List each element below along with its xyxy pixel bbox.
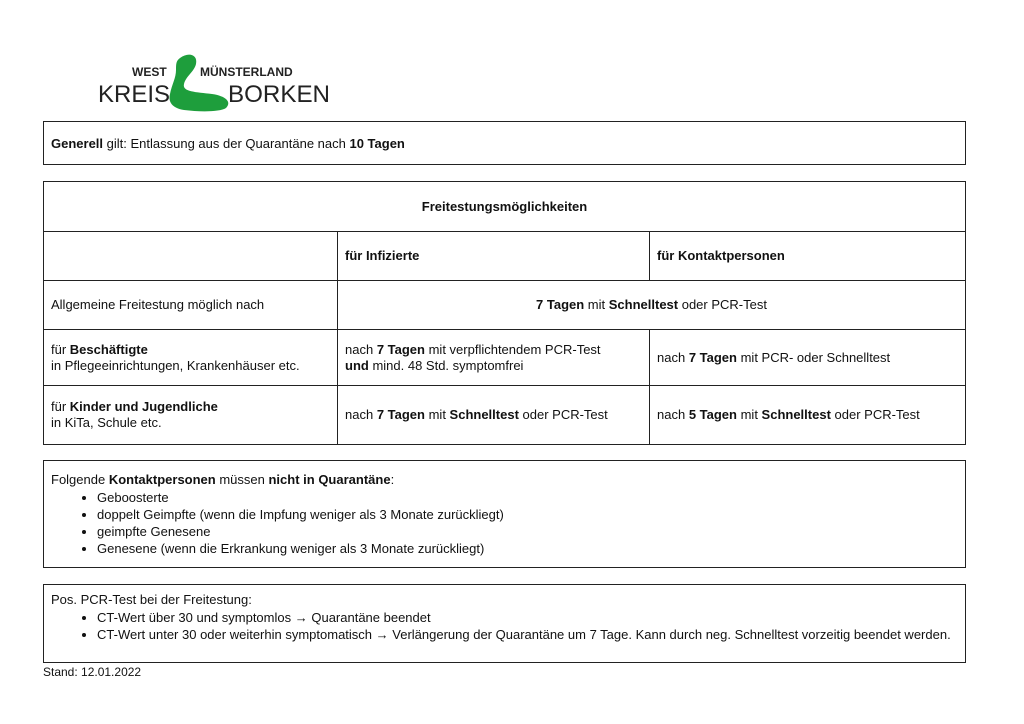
table-row-allgemein [44,281,966,330]
empty-header-cell [44,232,338,281]
beschaeftigte-infizierte: nach 7 Tagen mit verpflichtendem PCR-Test und mind. 48 Std. symptomfrei [338,330,650,386]
logo-graphic [96,52,336,114]
table-title: Freitestungsmöglichkeiten [44,182,966,232]
logo-borken: BORKEN [228,81,330,108]
logo-muensterland: MÜNSTERLAND [200,65,293,79]
kreis-borken-logo [96,52,336,114]
pcr-title: Pos. PCR-Test bei der Freitestung: [51,592,252,607]
kontakt-list [51,489,958,557]
pcr-list [51,609,958,643]
logo-green-mark [170,55,229,112]
list-item: • CT-Wert über 30 und symptomlos → Quarantäne beendet [97,609,958,626]
table-header-row [44,182,966,232]
kinder-infizierte: nach 7 Tagen mit Schnelltest oder PCR-Test [338,386,650,445]
list-item: • CT-Wert unter 30 oder weiterhin symptomatisch → Verlängerung der Quarantäne um 7 Tage. Kann durch neg. Schnelltest vorzeitig beendet werden. [97,626,958,643]
table-column-row [44,232,966,281]
arrow-right-icon: → [375,627,389,642]
list-item: • Geboosterte [97,489,958,506]
table-row-beschaeftigte [44,330,966,386]
row-label-allgemein: Allgemeine Freitestung möglich nach [44,281,338,330]
col-header-kontaktpersonen: für Kontaktpersonen [650,232,966,281]
freitestung-table [43,181,966,445]
pcr-test-box [43,584,966,663]
row-label-kinder: für Kinder und Jugendliche in KiTa, Schule etc. [44,386,338,445]
list-item: • geimpfte Genesene [97,523,958,540]
row-label-beschaeftigte: für Beschäftigte in Pflegeeinrichtungen, Krankenhäuser etc. [44,330,338,386]
allgemein-value: 7 Tagen mit Schnelltest oder PCR-Test [338,281,966,330]
col-header-infizierte: für Infizierte [338,232,650,281]
kontakt-intro: Folgende Kontaktpersonen müssen nicht in Quarantäne: [51,472,395,487]
list-item: • Genesene (wenn die Erkrankung weniger als 3 Monate zurückliegt) [97,540,958,557]
arrow-right-icon: → [294,610,308,625]
list-item: • doppelt Geimpfte (wenn die Impfung weniger als 3 Monate zurückliegt) [97,506,958,523]
logo-kreis: KREIS [98,81,170,108]
stand-date: Stand: 12.01.2022 [43,665,142,679]
beschaeftigte-kontaktpersonen: nach 7 Tagen mit PCR- oder Schnelltest [650,330,966,386]
logo-west: WEST [132,65,167,79]
kontaktpersonen-box [43,460,966,568]
general-rule-text: Generell gilt: Entlassung aus der Quarantäne nach 10 Tagen [51,135,405,151]
table-row-kinder [44,386,966,445]
kinder-kontaktpersonen: nach 5 Tagen mit Schnelltest oder PCR-Test [650,386,966,445]
general-rule-box [43,121,966,165]
